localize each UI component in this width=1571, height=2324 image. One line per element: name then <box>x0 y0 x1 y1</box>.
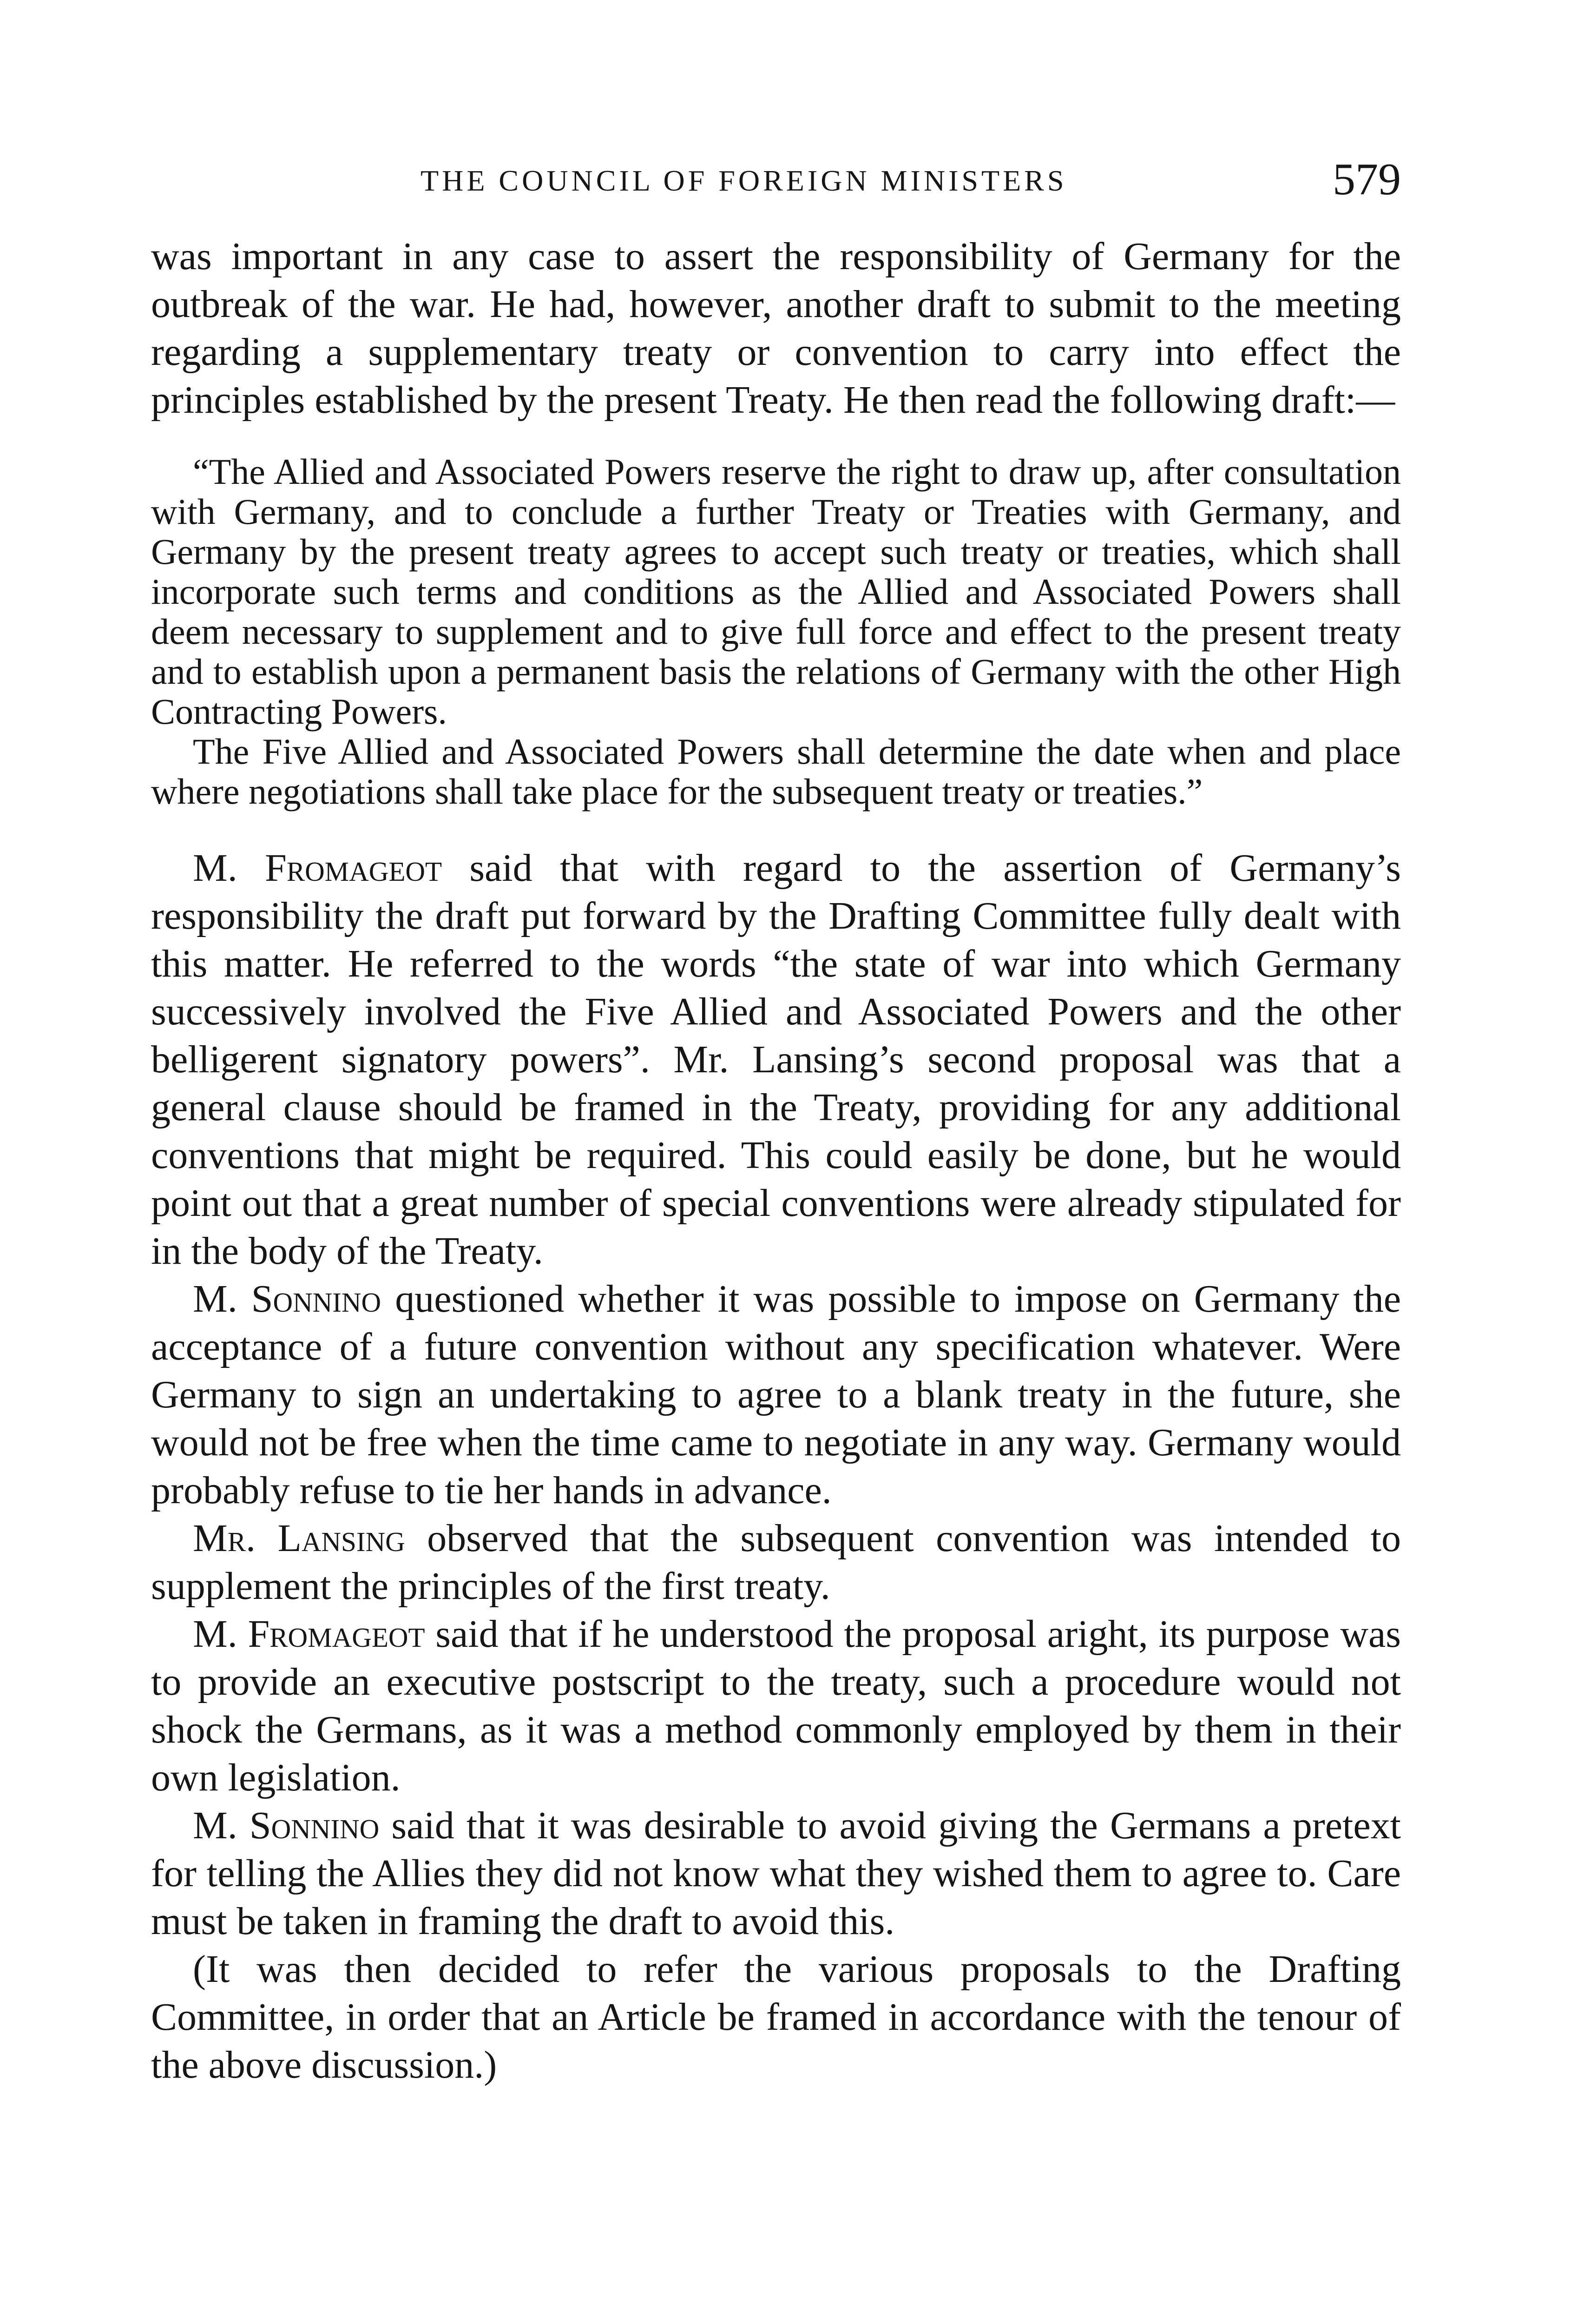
quoted-draft <box>151 452 1401 812</box>
quote-paragraph-2: The Five Allied and Associated Powers shall determine the date when and place where negotiations shall take place for the subsequent treaty or treaties.” <box>151 731 1401 812</box>
running-title: THE COUNCIL OF FOREIGN MINISTERS <box>421 164 1067 197</box>
paragraph-text: questioned whether it was possible to impose on Germany the acceptance of a future convention without any specification whatever. Were Germany to sign an undertaking to agree to a blank treaty in the future, she would not be free when the time came to negotiate in any way. Germany would probably refuse to tie her hands in advance. <box>151 1277 1401 1512</box>
paragraph-text: said that if he understood the proposal aright, its purpose was to provide an executive postscript to the treaty, such a procedure would not shock the Germans, as it was a method commonly employed by them in their own legislation. <box>151 1612 1401 1799</box>
speaker-name: Mr. Lansing <box>193 1517 405 1560</box>
paragraph-decision: (It was then decided to refer the various proposals to the Drafting Committee, in order that an Article be framed in accordance with the tenour of the above discussion.) <box>151 1948 1401 2086</box>
paragraph-continuation: was important in any case to assert the responsibility of Germany for the outbreak of the war. He had, however, another draft to submit to the meeting regarding a supplementary treaty or convention to carry into effect the principles established by the present Treaty. He then read the following draft:— <box>151 235 1401 422</box>
paragraph-text: said that with regard to the assertion of Germany’s responsibility the draft put forward by the Drafting Committee fully dealt with this matter. He referred to the words “the state of war into which Germany successively involved the Five Allied and Associated Powers and the other belligerent signatory powers”. Mr. Lansing’s second proposal was that a general clause should be framed in the Treaty, providing for any additional conventions that might be required. This could easily be done, but he would point out that a great number of special conventions were already stipulated for in the body of the Treaty. <box>151 846 1401 1273</box>
document-page <box>151 0 1401 2324</box>
speaker-name: M. Fromageot <box>193 1612 425 1656</box>
speaker-name: M. Sonnino <box>193 1804 380 1847</box>
page-number: 579 <box>1333 154 1401 205</box>
paragraph-fromageot-2 <box>151 1610 1401 1802</box>
body-text <box>151 232 1401 2089</box>
paragraph-text: observed that the subsequent convention was intended to supplement the principles of the first treaty. <box>151 1517 1401 1608</box>
speaker-name: M. Sonnino <box>193 1277 381 1320</box>
paragraph-sonnino-2 <box>151 1802 1401 1945</box>
paragraph-text: said that it was desirable to avoid giving the Germans a pretext for telling the Allies they did not know what they wished them to agree to. Care must be taken in framing the draft to avoid this. <box>151 1804 1401 1943</box>
running-header <box>151 153 1401 209</box>
paragraph-sonnino-1 <box>151 1275 1401 1514</box>
speaker-name: M. Fromageot <box>193 846 442 890</box>
paragraph-lansing <box>151 1514 1401 1610</box>
paragraph-fromageot-1 <box>151 844 1401 1275</box>
quote-paragraph-1: “The Allied and Associated Powers reserve the right to draw up, after consultation with Germany, and to conclude a further Treaty or Treaties with Germany, and Germany by the present treaty agrees to accept such treaty or treaties, which shall incorporate such terms and conditions as the Allied and Associated Powers shall deem necessary to supplement and to give full force and effect to the present treaty and to establish upon a permanent basis the relations of Germany with the other High Contracting Powers. <box>151 451 1401 732</box>
